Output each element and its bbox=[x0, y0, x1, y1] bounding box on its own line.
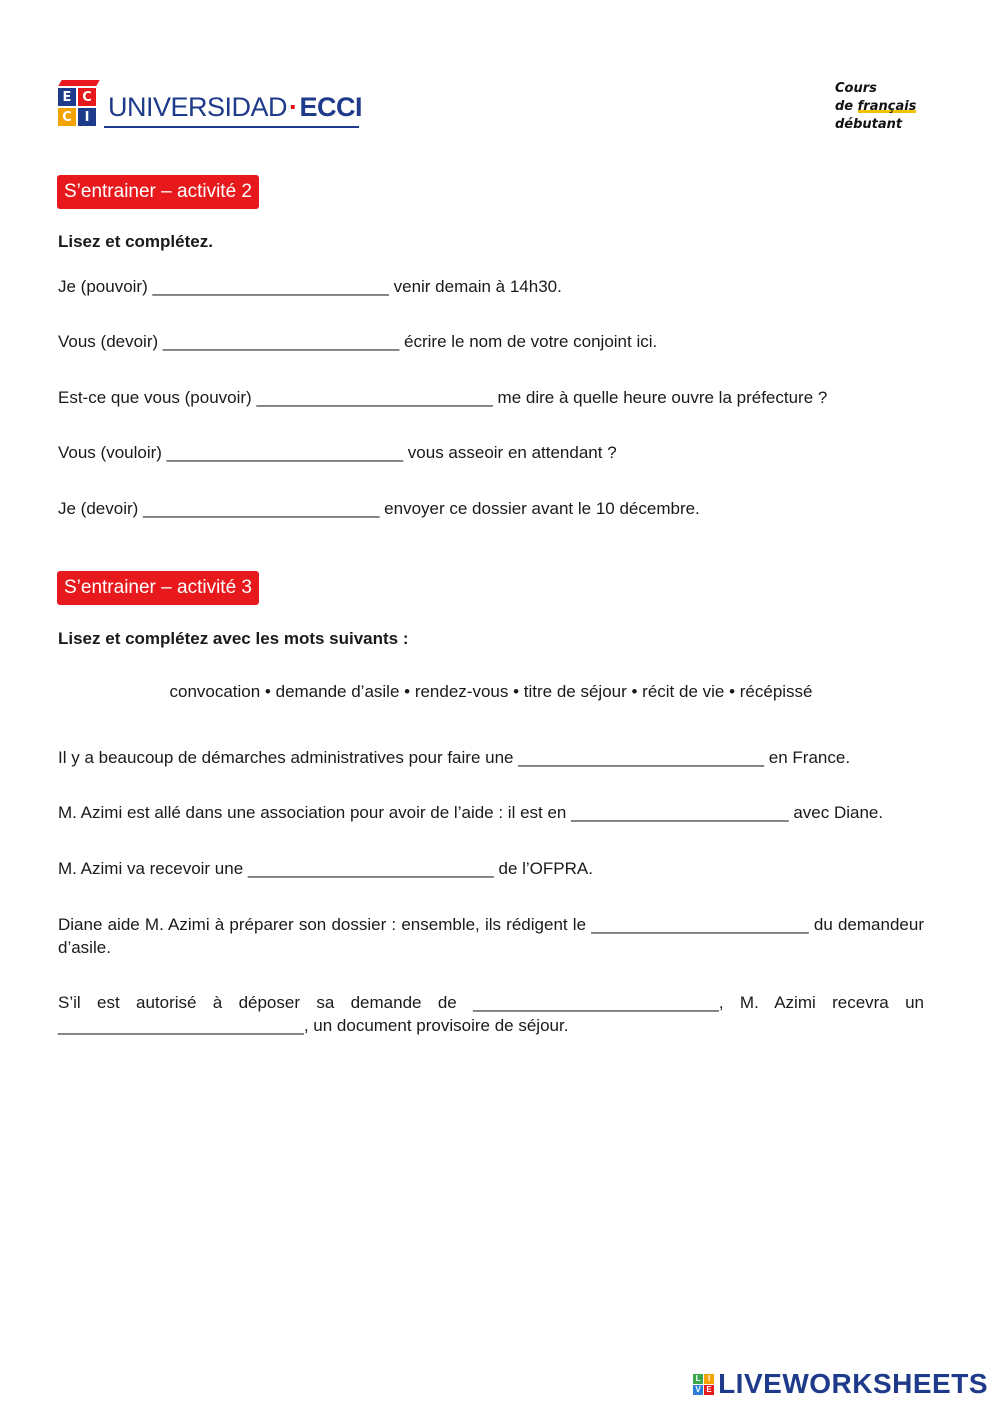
exercise-line: M. Azimi est allé dans une association pour avoir de l’aide : il est en _______________________ avec Diane. bbox=[58, 803, 884, 822]
instruction-activity-2: Lisez et complétez. bbox=[58, 232, 213, 251]
instruction-activity-3: Lisez et complétez avec les mots suivants : bbox=[58, 629, 409, 648]
exercise-line: Est-ce que vous (pouvoir) _________________________ me dire à quelle heure ouvre la préfecture ? bbox=[58, 388, 828, 407]
fill-blank[interactable]: __________________________ bbox=[58, 1016, 304, 1035]
exercise-line: Vous (devoir) _________________________ écrire le nom de votre conjoint ici. bbox=[58, 332, 658, 351]
exercise-paragraph: Diane aide M. Azimi à préparer son dossier : ensemble, ils rédigent le _______________________ du demandeur d’asile. bbox=[58, 915, 924, 957]
course-label bbox=[835, 80, 955, 134]
word-bank: convocation • demande d’asile • rendez-vous • titre de séjour • récit de vie • récépissé bbox=[169, 682, 813, 701]
fill-blank[interactable]: __________________________ bbox=[518, 748, 765, 767]
course-label-highlight: français bbox=[857, 99, 917, 114]
fill-blank[interactable]: _______________________ bbox=[571, 803, 789, 822]
fill-blank[interactable]: __________________________ bbox=[473, 993, 719, 1012]
course-label-line1: Cours bbox=[835, 81, 877, 96]
logo-cube-c1: C bbox=[78, 88, 96, 106]
logo-cubes bbox=[58, 80, 100, 130]
logo-separator: · bbox=[289, 92, 298, 122]
fill-blank[interactable]: _________________________ bbox=[256, 388, 493, 407]
fill-blank[interactable]: _________________________ bbox=[162, 332, 400, 351]
course-label-line3: débutant bbox=[835, 117, 903, 132]
logo-name: UNIVERSIDAD bbox=[108, 92, 288, 122]
exercise-paragraph: S’il est autorisé à déposer sa demande de __________________________, M. Azimi recevra un __________________________, un document provisoire de séjour. bbox=[58, 993, 924, 1035]
fill-blank[interactable]: _______________________ bbox=[591, 915, 809, 934]
fill-blank[interactable]: _________________________ bbox=[143, 499, 380, 518]
fill-blank[interactable]: _________________________ bbox=[166, 443, 404, 462]
liveworksheets-icon: L I V E bbox=[693, 1374, 714, 1395]
exercise-line: Je (pouvoir) _________________________ venir demain à 14h30. bbox=[58, 277, 562, 296]
section-tag-activity-2: S’entrainer – activité 2 bbox=[57, 175, 259, 209]
exercise-line: M. Azimi va recevoir une __________________________ de l’OFPRA. bbox=[58, 859, 593, 878]
logo-underline bbox=[104, 126, 359, 128]
exercise-line: Vous (vouloir) _________________________ vous asseoir en attendant ? bbox=[58, 443, 617, 462]
logo-brand: ECCI bbox=[299, 92, 363, 122]
exercise-line: Il y a beaucoup de démarches administratives pour faire une __________________________ en France. bbox=[58, 748, 851, 767]
logo-wordmark bbox=[108, 92, 362, 123]
fill-blank[interactable]: __________________________ bbox=[247, 859, 494, 878]
exercise-line: Je (devoir) _________________________ envoyer ce dossier avant le 10 décembre. bbox=[58, 499, 700, 518]
liveworksheets-wordmark: LIVEWORKSHEETS bbox=[718, 1368, 988, 1399]
fill-blank[interactable]: _________________________ bbox=[152, 277, 389, 296]
logo-cube-e: E bbox=[58, 88, 76, 106]
liveworksheets-brand bbox=[693, 1368, 988, 1400]
course-label-line2: de français bbox=[835, 99, 917, 114]
logo-roof bbox=[58, 80, 99, 86]
logo-cube-c2: C bbox=[58, 108, 76, 126]
logo-cube-i: I bbox=[78, 108, 96, 126]
section-tag-activity-3: S’entrainer – activité 3 bbox=[57, 571, 259, 605]
university-logo bbox=[58, 80, 362, 130]
